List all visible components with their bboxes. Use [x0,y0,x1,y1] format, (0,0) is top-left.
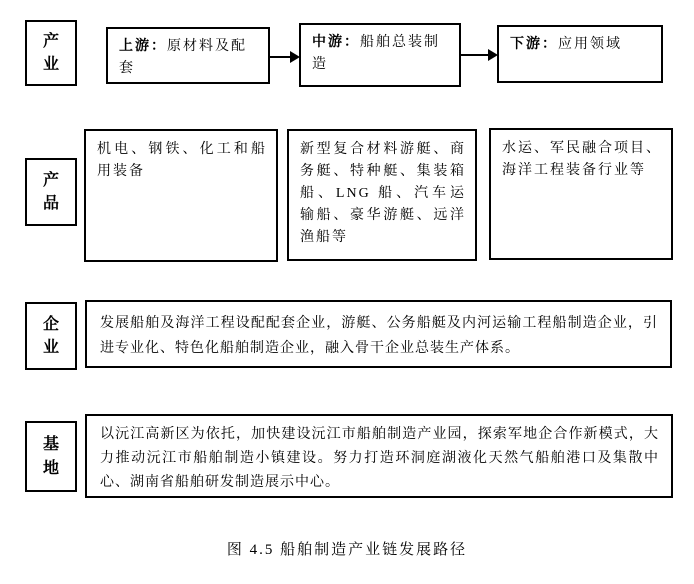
stage-upstream-text: 原材料及配套 [119,39,247,76]
row-label-base [25,421,77,492]
stage-box-upstream [106,27,270,84]
stage-downstream-prefix: 下游： [510,37,558,52]
arrow-line [460,54,488,56]
row-label-enterprise-text: 企业 [42,315,59,356]
enterprise-box: 发展船舶及海洋工程设配配套企业，游艇、公务船艇及内河运输工程船制造企业，引进专业化、特色化船舶制造企业，融入骨干企业总装生产体系。 [85,300,672,368]
stage-downstream-text: 应用领域 [558,37,622,52]
arrow-right-icon [269,50,300,64]
row-label-industry [25,20,77,86]
product-box-midstream: 新型复合材料游艇、商务艇、特种艇、集装箱船、LNG 船、汽车运输船、豪华游艇、远洋渔船等 [287,129,477,261]
base-box: 以沅江高新区为依托，加快建设沅江市船舶制造产业园，探索军地企合作新模式，大力推动沅江市船舶制造小镇建设。努力打造环洞庭湖液化天然气船舶港口及集散中心、湖南省船舶研发制造展示中心。 [85,414,673,498]
product-box-upstream: 机电、钢铁、化工和船用装备 [84,129,278,262]
product-box-downstream: 水运、军民融合项目、海洋工程装备行业等 [489,128,673,260]
stage-box-midstream [299,23,461,87]
row-label-enterprise [25,302,77,370]
stage-upstream-prefix: 上游： [119,39,167,54]
stage-midstream-text: 船舶总装制造 [312,35,440,72]
row-label-product [25,158,77,226]
row-label-industry-text: 产业 [42,32,59,73]
stage-box-downstream [497,25,663,83]
stage-midstream-prefix: 中游： [312,35,360,50]
figure-caption: 图 4.5 船舶制造产业链发展路径 [226,542,468,558]
row-label-product-text: 产品 [42,171,59,212]
arrow-right-icon [460,48,498,62]
row-label-base-text: 基地 [42,436,59,477]
arrow-line [269,56,290,58]
